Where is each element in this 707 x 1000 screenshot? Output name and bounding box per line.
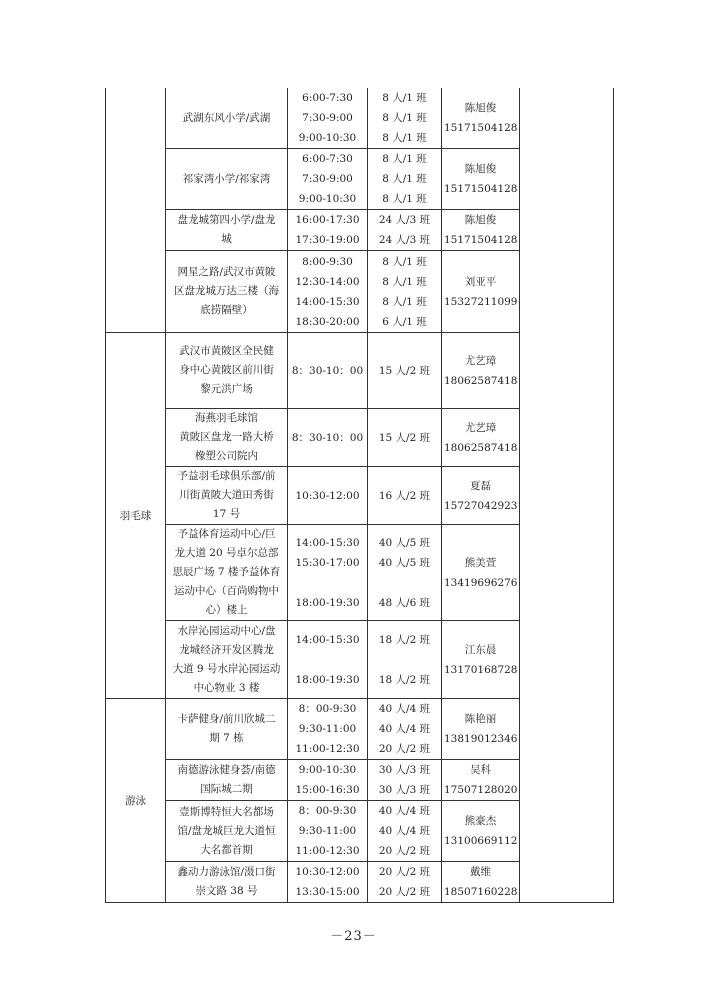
contact-cell: 尤艺璋 18062587418 [442, 333, 520, 409]
venue-cell: 卡萨健身/前川欣城二 期 7 栋 [166, 699, 288, 760]
contact-cell: 陈艳丽 13819012346 [442, 699, 520, 760]
notes-column [520, 88, 614, 903]
venue-cell: 盘龙城第四小学/盘龙 城 [166, 210, 288, 251]
venue-cell: 壹斯博特恒大名都场 馆/盘龙城巨龙大道恒 大名都首期 [166, 801, 288, 862]
venue-cell: 予益羽毛球俱乐部/前 川街黄陂大道田秀街 17 号 [166, 467, 288, 525]
time-cell: 14:00-15:30 18:00-19:30 [288, 621, 368, 699]
capacity-cell: 15 人/2 班 [368, 333, 442, 409]
venue-cell: 祁家湾小学/祁家湾 [166, 149, 288, 210]
venue-cell: 网星之路/武汉市黄陂 区盘龙城万达三楼（海 底捞隔壁） [166, 251, 288, 333]
time-cell: 8：30-10：00 [288, 333, 368, 409]
contact-cell: 陈旭俊 15171504128 [442, 88, 520, 149]
contact-cell: 夏磊 15727042923 [442, 467, 520, 525]
time-cell: 16:00-17:30 17:30-19:00 [288, 210, 368, 251]
table-row [106, 88, 614, 149]
page-number: －23－ [330, 929, 377, 944]
contact-cell: 江东晨 13170168728 [442, 621, 520, 699]
contact-cell: 熊豪杰 13100669112 [442, 801, 520, 862]
venue-cell: 武汉市黄陂区全民健 身中心黄陂区前川街 黎元洪广场 [166, 333, 288, 409]
contact-cell: 刘亚平 15327211099 [442, 251, 520, 333]
category-cell [106, 88, 166, 333]
capacity-cell: 40 人/5 班 40 人/5 班 48 人/6 班 [368, 525, 442, 621]
time-cell: 10:30-12:00 13:30-15:00 [288, 862, 368, 903]
time-cell: 6:00-7:30 7:30-9:00 9:00-10:30 [288, 149, 368, 210]
capacity-cell: 16 人/2 班 [368, 467, 442, 525]
capacity-cell: 8 人/1 班 8 人/1 班 8 人/1 班 6 人/1 班 [368, 251, 442, 333]
time-cell: 8：00-9:30 9:30-11:00 11:00-12:30 [288, 699, 368, 760]
contact-cell: 熊美萱 13419696276 [442, 525, 520, 621]
contact-cell: 陈旭俊 15171504128 [442, 149, 520, 210]
time-cell: 8：00-9:30 9:30-11:00 11:00-12:30 [288, 801, 368, 862]
contact-cell: 吴科 17507128020 [442, 760, 520, 801]
contact-cell: 陈旭俊 15171504128 [442, 210, 520, 251]
venue-cell: 武湖东风小学/武湖 [166, 88, 288, 149]
capacity-cell: 15 人/2 班 [368, 409, 442, 467]
venue-cell: 南德游泳健身荟/南德 国际城二期 [166, 760, 288, 801]
capacity-cell: 40 人/4 班 40 人/4 班 20 人/2 班 [368, 699, 442, 760]
venue-cell: 鑫动力游泳馆/滠口街 崇文路 38 号 [166, 862, 288, 903]
contact-cell: 戴维 18507160228 [442, 862, 520, 903]
capacity-cell: 40 人/4 班 40 人/4 班 20 人/2 班 [368, 801, 442, 862]
capacity-cell: 30 人/3 班 30 人/3 班 [368, 760, 442, 801]
time-cell: 10:30-12:00 [288, 467, 368, 525]
time-cell: 9:00-10:30 15:00-16:30 [288, 760, 368, 801]
time-cell: 8：30-10：00 [288, 409, 368, 467]
time-cell: 14:00-15:30 15:30-17:00 18:00-19:30 [288, 525, 368, 621]
capacity-cell: 8 人/1 班 8 人/1 班 8 人/1 班 [368, 88, 442, 149]
venue-cell: 水岸沁园运动中心/盘 龙城经济开发区腾龙 大道 9 号水岸沁园运动 中心物业 3 楼 [166, 621, 288, 699]
activity-schedule-table [105, 88, 614, 903]
venue-cell: 海燕羽毛球馆 黄陂区盘龙一路大桥 橡塑公司院内 [166, 409, 288, 467]
time-cell: 8:00-9:30 12:30-14:00 14:00-15:30 18:30-20:00 [288, 251, 368, 333]
capacity-cell: 20 人/2 班 20 人/2 班 [368, 862, 442, 903]
category-cell-swimming: 游泳 [106, 699, 166, 903]
capacity-cell: 8 人/1 班 8 人/1 班 8 人/1 班 [368, 149, 442, 210]
time-cell: 6:00-7:30 7:30-9:00 9:00-10:30 [288, 88, 368, 149]
contact-cell: 尤艺璋 18062587418 [442, 409, 520, 467]
category-cell-badminton: 羽毛球 [106, 333, 166, 699]
capacity-cell: 24 人/3 班 24 人/3 班 [368, 210, 442, 251]
venue-cell: 予益体育运动中心/巨 龙大道 20 号卓尔总部 思辰广场 7 楼予益体育 运动中心（百尚购物中 心）楼上 [166, 525, 288, 621]
capacity-cell: 18 人/2 班 18 人/2 班 [368, 621, 442, 699]
